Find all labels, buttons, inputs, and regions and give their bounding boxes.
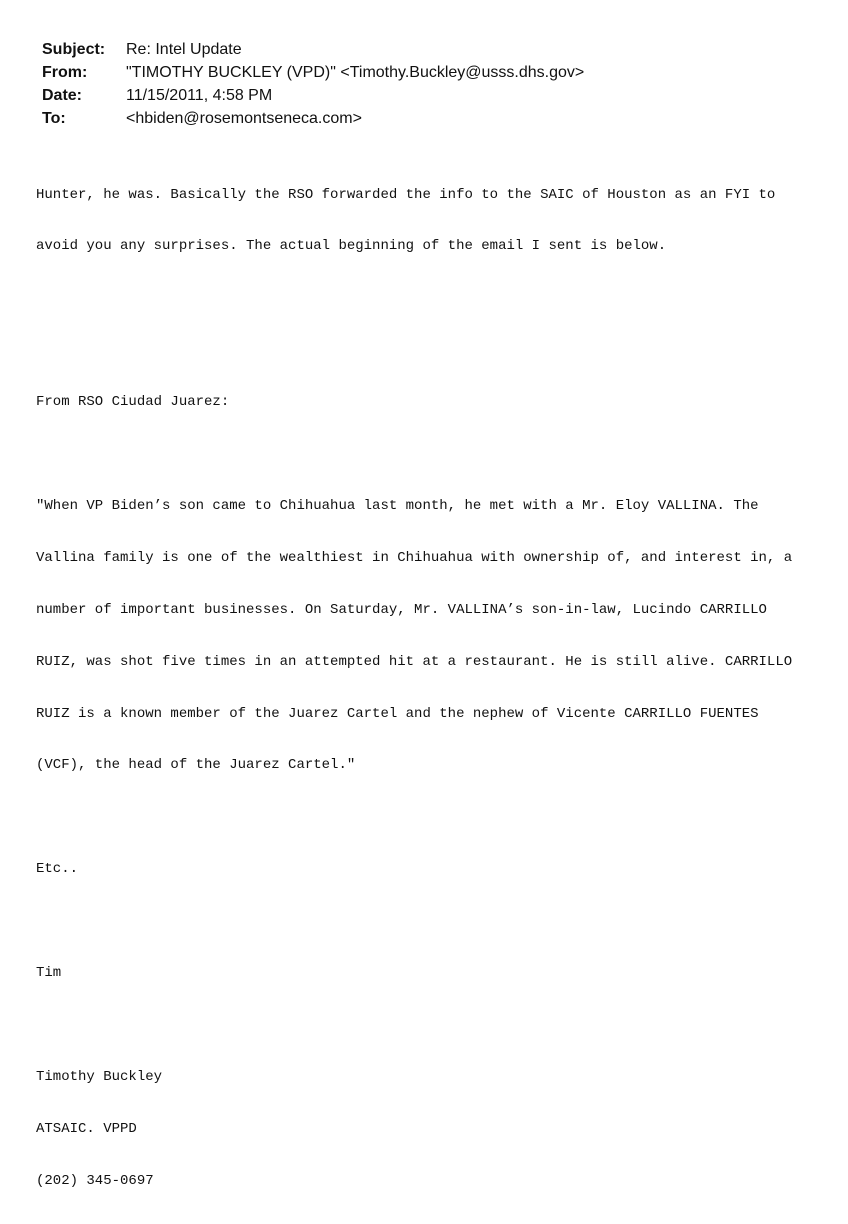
subject-label: Subject: (42, 41, 106, 58)
to-label: To: (42, 110, 66, 127)
signoff-line: Tim (36, 964, 62, 981)
date-value: 11/15/2011, 4:58 PM (126, 87, 273, 104)
to-value: <hbiden@rosemontseneca.com> (126, 110, 362, 127)
from-label: From: (42, 64, 88, 81)
quote-line: RUIZ, was shot five times in an attempted hit at a restaurant. He is still alive. CARRILLO (36, 653, 793, 670)
body-line: avoid you any surprises. The actual beginning of the email I sent is below. (36, 238, 667, 255)
from-row (42, 61, 584, 84)
email-body (36, 152, 836, 1224)
body-line: From RSO Ciudad Juarez: (36, 394, 230, 411)
email-header (42, 38, 584, 130)
quote-line: "When VP Biden’s son came to Chihuahua last month, he met with a Mr. Eloy VALLINA. The (36, 497, 759, 514)
etc-line: Etc.. (36, 861, 79, 878)
body-line: Hunter, he was. Basically the RSO forwarded the info to the SAIC of Houston as an FYI to (36, 186, 776, 203)
subject-row (42, 38, 584, 61)
from-value: "TIMOTHY BUCKLEY (VPD)" <Timothy.Buckley@usss.dhs.gov> (126, 64, 585, 81)
signature-phone: (202) 345-0697 (36, 1172, 154, 1189)
signature-title: ATSAIC. VPPD (36, 1120, 137, 1137)
date-label: Date: (42, 87, 83, 104)
quote-line: Vallina family is one of the wealthiest in Chihuahua with ownership of, and interest in, a (36, 549, 793, 566)
subject-value: Re: Intel Update (126, 41, 242, 58)
quote-line: RUIZ is a known member of the Juarez Cartel and the nephew of Vicente CARRILLO FUENTES (36, 705, 759, 722)
quote-line: number of important businesses. On Saturday, Mr. VALLINA’s son-in-law, Lucindo CARRILLO (36, 601, 767, 618)
quote-line: (VCF), the head of the Juarez Cartel." (36, 757, 356, 774)
to-row (42, 107, 584, 130)
date-row (42, 84, 584, 107)
signature-name: Timothy Buckley (36, 1068, 163, 1085)
